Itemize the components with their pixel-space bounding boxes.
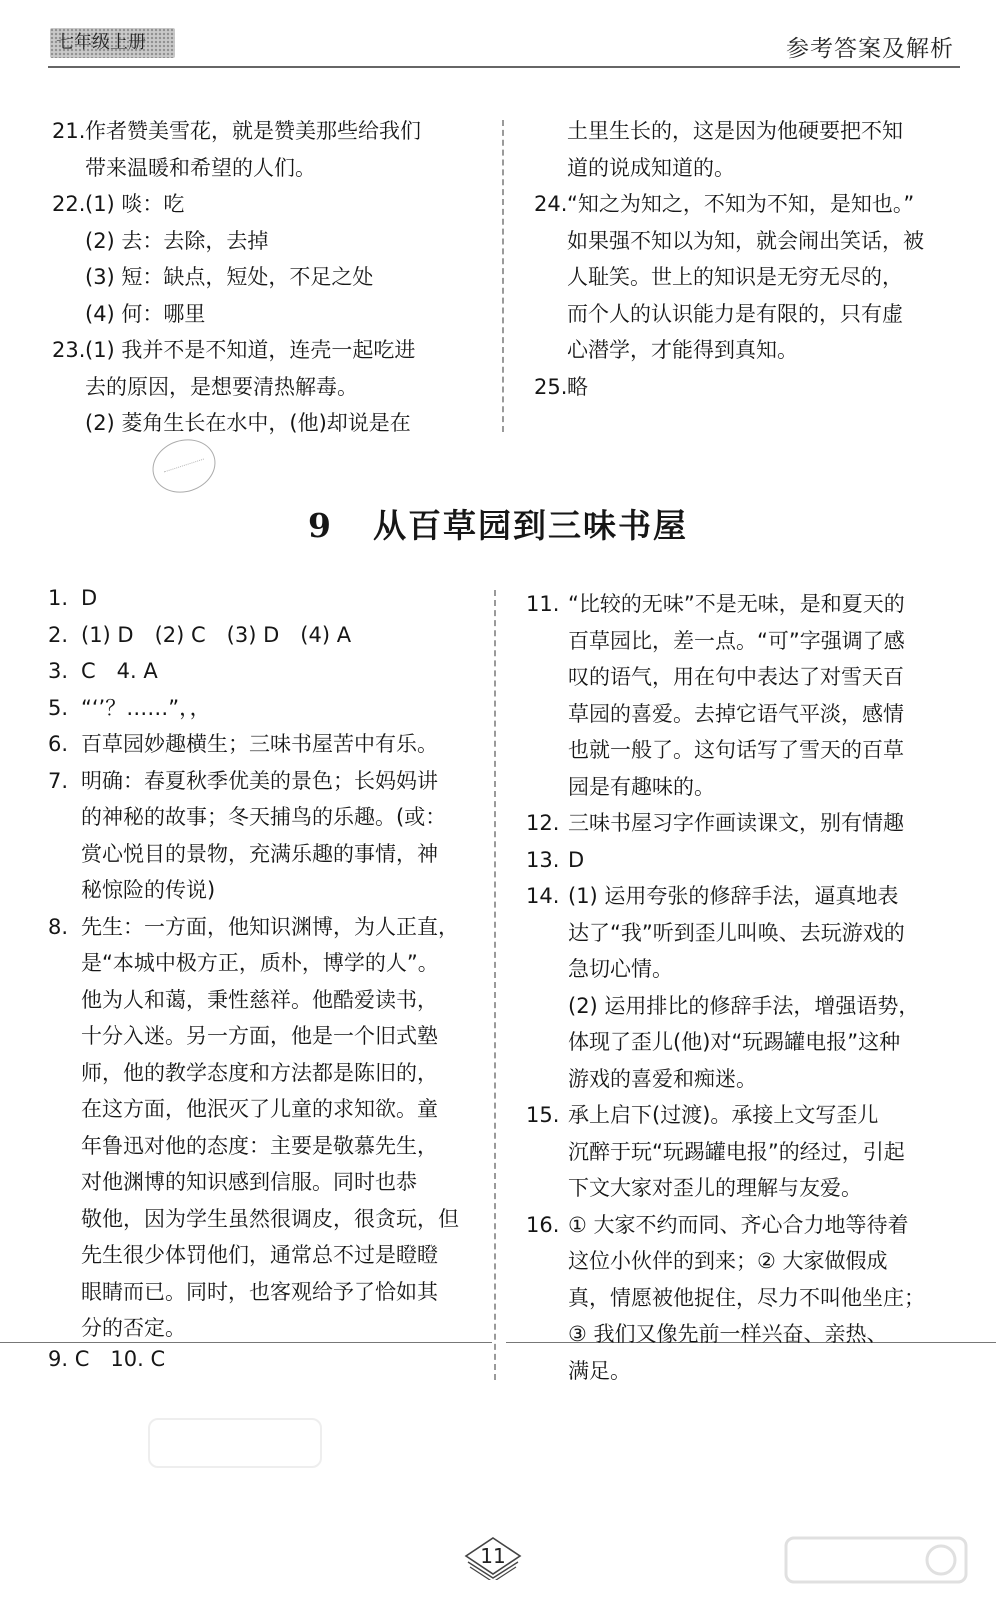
answer-line: (1) 运用夸张的修辞手法，逼真地表: [568, 884, 899, 908]
item-number: 23.: [52, 338, 86, 362]
answer-line: (2) 菱角生长在水中，(他)却说是在: [85, 411, 411, 435]
answer-item: [534, 369, 964, 406]
watermark-logo-icon: [776, 1530, 976, 1590]
top-right-column: [534, 113, 964, 405]
answer-line: 三味书屋习字作画读课文，别有情趣: [568, 811, 904, 835]
answer-line: 对他渊博的知识感到信服。同时也恭: [81, 1170, 417, 1194]
answer-line: (2) 运用排比的修辞手法，增强语势，: [568, 993, 920, 1018]
answer-line: 达了“我”听到歪儿叫唤、去玩游戏的: [568, 920, 905, 945]
column-divider: [502, 120, 504, 432]
answer-item: [48, 617, 488, 654]
answer-line: ③ 我们又像先前一样兴奋、亲热、: [568, 1322, 888, 1346]
bottom-left-column: [48, 580, 488, 1347]
item-number: 7.: [48, 768, 69, 793]
item-number: 21.: [52, 119, 86, 143]
answer-line: 分的否定。: [81, 1316, 186, 1340]
answer-line: 满足。: [568, 1358, 631, 1383]
answer-item: [526, 1207, 976, 1390]
item-number: 5.: [48, 695, 69, 720]
answer-line: 道的说成知道的。: [567, 155, 735, 180]
item-number: 11.: [526, 592, 560, 616]
answer-item: [52, 186, 492, 332]
item-number: 1.: [48, 586, 69, 610]
answer-line: 十分入迷。另一方面，他是一个旧式塾: [81, 1024, 438, 1048]
answer-line: 年鲁迅对他的态度：主要是敬慕先生，: [81, 1133, 438, 1158]
answer-line: 草园的喜爱。去掉它语气平淡，感情: [568, 701, 904, 726]
answer-line: 眼睛而已。同时，也客观给予了恰如其: [81, 1279, 438, 1304]
answer-line: 百草园妙趣横生；三味书屋苦中有乐。: [81, 732, 438, 756]
item-number: 22.: [52, 192, 86, 216]
bottom-left-tail: [48, 1341, 488, 1378]
answer-line: 是“本城中极方正，质朴，博学的人”。: [81, 951, 439, 975]
item-number: 15.: [526, 1103, 560, 1127]
answer-line: 急切心情。: [568, 957, 673, 981]
answer-item: [48, 909, 488, 1347]
answer-line: 游戏的喜爱和痴迷。: [568, 1066, 757, 1091]
answer-line: 师，他的教学态度和方法都是陈旧的，: [81, 1060, 438, 1085]
answer-line: 土里生长的，这是因为他硬要把不知: [567, 119, 903, 143]
answer-line: 先生：一方面，他知识渊博，为人正直，: [81, 914, 459, 939]
answer-line: (4) 何：哪里: [85, 301, 206, 326]
page-number: [468, 1538, 518, 1578]
answer-line: 9. C 10. C: [48, 1347, 166, 1371]
item-number: 2.: [48, 622, 69, 647]
answer-line: 也就一般了。这句话写了雪天的百草: [568, 738, 904, 762]
answer-line: 先生很少体罚他们，通常总不过是瞪瞪: [81, 1243, 438, 1267]
answer-line: 人耻笑。世上的知识是无穷无尽的，: [567, 265, 903, 289]
answer-line: 百草园比，差一点。“可”字强调了感: [568, 628, 905, 653]
answer-line: “知之为知之，不知为不知，是知也。”: [567, 192, 915, 216]
top-left-column: [52, 113, 492, 442]
answer-item: [52, 113, 492, 186]
answer-item: [48, 653, 488, 690]
item-number: 16.: [526, 1212, 560, 1237]
header-rule: [48, 66, 960, 68]
item-number: 25.: [534, 374, 568, 399]
answer-line: ① 大家不约而同、齐心合力地等待着: [568, 1212, 909, 1237]
faint-watermark: [148, 1418, 322, 1468]
bottom-right-column: [526, 586, 976, 1389]
answer-line: 敬他，因为学生虽然很调皮，很贪玩，但: [81, 1206, 459, 1231]
answer-line: 作者赞美雪花，就是赞美那些给我们: [85, 119, 421, 143]
answer-item: [48, 580, 488, 617]
answer-line: 的神秘的故事；冬天捕鸟的乐趣。(或：: [81, 805, 447, 829]
item-number: 24.: [534, 192, 568, 216]
answer-line: 明确：春夏秋季优美的景色；长妈妈讲: [81, 768, 438, 793]
item-number: 3.: [48, 659, 69, 683]
answer-line: “比较的无味”不是无味，是和夏天的: [568, 592, 905, 616]
answer-line: 体现了歪儿(他)对“玩踢罐电报”这种: [568, 1030, 901, 1054]
answer-line: (2) 去：去除，去掉: [85, 228, 269, 253]
answer-line: 带来温暖和希望的人们。: [85, 155, 316, 180]
column-divider: [494, 590, 496, 1380]
answer-line: 这位小伙伴的到来；② 大家做假成: [568, 1249, 888, 1273]
answer-item: [48, 690, 488, 727]
item-number: 12.: [526, 811, 560, 835]
answer-line: (1) 啖：吃: [85, 192, 185, 216]
item-number: 8.: [48, 914, 69, 939]
answer-line: 赏心悦目的景物，充满乐趣的事情，神: [81, 841, 438, 866]
answer-line: 园是有趣味的。: [568, 774, 715, 799]
answer-line: 略: [567, 374, 588, 399]
answer-line: 秘惊险的传说): [81, 878, 216, 902]
page-number-text: 11: [480, 1544, 506, 1568]
answer-item: [48, 726, 488, 763]
chapter-title: 从百草园到三味书屋: [372, 506, 688, 545]
item-number: 14.: [526, 884, 560, 908]
answer-line: 真，情愿被他捉住，尽力不叫他坐庄；: [568, 1285, 925, 1310]
answer-line: 下文大家对歪儿的理解与友爱。: [568, 1176, 862, 1200]
item-number: 13.: [526, 847, 560, 872]
answer-item: [534, 113, 964, 186]
answer-line: (3) 短：缺点，短处，不足之处: [85, 265, 374, 289]
answer-line: 承上启下(过渡)。承接上文写歪儿: [568, 1103, 879, 1127]
answer-line: 去的原因，是想要清热解毒。: [85, 374, 358, 399]
answer-line: 如果强不知以为知，就会闹出笑话，被: [567, 228, 924, 253]
answer-line: “‘’？……”，，: [81, 695, 211, 720]
answer-line: 而个人的认识能力是有限的，只有虚: [567, 301, 903, 326]
answer-line: D: [81, 586, 98, 610]
answer-item: [52, 332, 492, 442]
grade-tag: 七年级上册: [50, 28, 175, 58]
answer-item: [526, 842, 976, 879]
answer-line: D: [568, 847, 585, 872]
answer-line: 在这方面，他泯灭了儿童的求知欲。童: [81, 1097, 438, 1121]
chapter-number: 9: [308, 506, 333, 545]
answer-item: [48, 763, 488, 909]
site-watermark-logo: [776, 1530, 976, 1590]
answer-line: 他为人和蔼，秉性慈祥。他酷爱读书，: [81, 987, 438, 1012]
answer-item: [534, 186, 964, 369]
item-number: 6.: [48, 732, 69, 756]
header-title: 参考答案及解析: [786, 36, 954, 62]
answer-line: 叹的语气，用在句中表达了对雪天百: [568, 665, 904, 689]
answer-line: 心潜学，才能得到真知。: [567, 338, 798, 362]
answer-line: (1) D (2) C (3) D (4) A: [81, 622, 352, 647]
answer-item: [526, 805, 976, 842]
chapter-heading: [0, 500, 996, 547]
answer-line: C 4. A: [81, 659, 158, 683]
answer-line: (1) 我并不是不知道，连壳一起吃进: [85, 338, 416, 362]
answer-line: 沉醉于玩“玩踢罐电报”的经过，引起: [568, 1139, 905, 1164]
answer-item: [526, 586, 976, 805]
homework-stamp: [146, 431, 223, 500]
answer-item: [526, 1097, 976, 1207]
answer-item: [526, 878, 976, 1097]
